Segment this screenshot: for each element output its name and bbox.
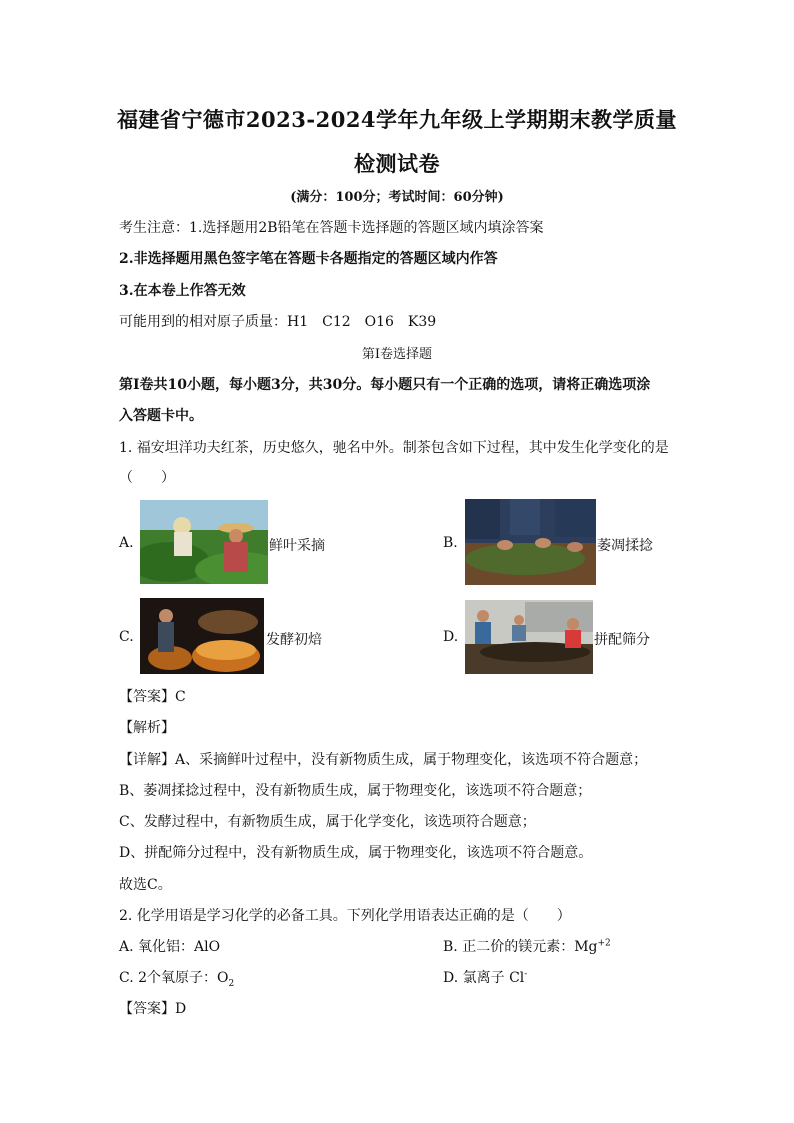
notice-2: 2.非选择题用黑色签字笔在答题卡各题指定的答题区域内作答	[119, 251, 498, 267]
section-desc-2: 入答题卡中。	[119, 408, 203, 424]
exam-title-line1: 福建省宁德市2023-2024学年九年级上学期期末教学质量	[116, 107, 678, 132]
q1-option-b-label: 萎凋揉捻	[597, 538, 653, 554]
q1-option-a-letter: A.	[119, 535, 134, 551]
q2-option-b-charge: +2	[597, 938, 611, 949]
score-time-note: (满分：100分；考试时间：60分钟)	[290, 190, 504, 205]
q1-detail-a: 【详解】A、采摘鲜叶过程中，没有新物质生成，属于物理变化，该选项不符合题意；	[119, 752, 648, 768]
q1-option-d-label: 拼配筛分	[594, 632, 650, 648]
q2-option-c-subscript: 2	[228, 978, 235, 989]
q2-option-d-charge: -	[524, 969, 528, 980]
q1-analysis-heading: 【解析】	[119, 720, 175, 736]
q2-option-b-text: B. 正二价的镁元素：Mg	[443, 939, 598, 955]
q1-answer: 【答案】C	[119, 689, 186, 705]
q1-detail-c: C、发酵过程中，有新物质生成，属于化学变化，该选项符合题意；	[119, 814, 536, 830]
q1-option-c-label: 发酵初焙	[266, 632, 322, 648]
notice-3: 3.在本卷上作答无效	[119, 283, 246, 299]
q2-option-a: A. 氧化铝：AlO	[119, 939, 221, 955]
tea-roasting-photo	[140, 598, 264, 674]
atomic-mass-note: 可能用到的相对原子质量：H1 C12 O16 K39	[119, 314, 437, 330]
q1-detail-d: D、拼配筛分过程中，没有新物质生成，属于物理变化，该选项不符合题意。	[119, 845, 593, 861]
q2-stem: 2. 化学用语是学习化学的必备工具。下列化学用语表达正确的是（ ）	[119, 908, 571, 924]
q1-detail-b: B、萎凋揉捻过程中，没有新物质生成，属于物理变化，该选项不符合题意；	[119, 783, 592, 799]
q1-stem: 1. 福安坦洋功夫红茶，历史悠久，驰名中外。制茶包含如下过程，其中发生化学变化的是	[119, 440, 669, 456]
q1-option-b-letter: B.	[443, 535, 458, 551]
q2-option-b	[443, 936, 611, 956]
notice-1: 考生注意：1.选择题用2B铅笔在答题卡选择题的答题区域内填涂答案	[119, 220, 544, 236]
q2-option-d	[443, 967, 527, 987]
q1-option-c-letter: C.	[119, 629, 134, 645]
section-desc-1: 第Ⅰ卷共10小题，每小题3分，共30分。每小题只有一个正确的选项，请将正确选项涂	[119, 377, 651, 393]
q2-option-c-text: C. 2个氧原子：O	[119, 970, 229, 986]
tea-rolling-photo	[465, 499, 596, 585]
q1-conclusion: 故选C。	[119, 877, 172, 893]
tea-picking-photo	[140, 500, 268, 584]
exam-title-line2: 检测试卷	[354, 151, 440, 176]
q1-option-d-letter: D.	[443, 629, 459, 645]
tea-sieving-photo	[465, 600, 593, 674]
q1-option-a-label: 鲜叶采摘	[269, 538, 325, 554]
q1-stem-bracket: （ ）	[119, 470, 175, 486]
q2-option-c	[119, 967, 234, 989]
q2-answer: 【答案】D	[119, 1001, 187, 1017]
q2-option-d-text: D. 氯离子 Cl	[443, 970, 525, 986]
section-title: 第Ⅰ卷选择题	[361, 347, 433, 362]
